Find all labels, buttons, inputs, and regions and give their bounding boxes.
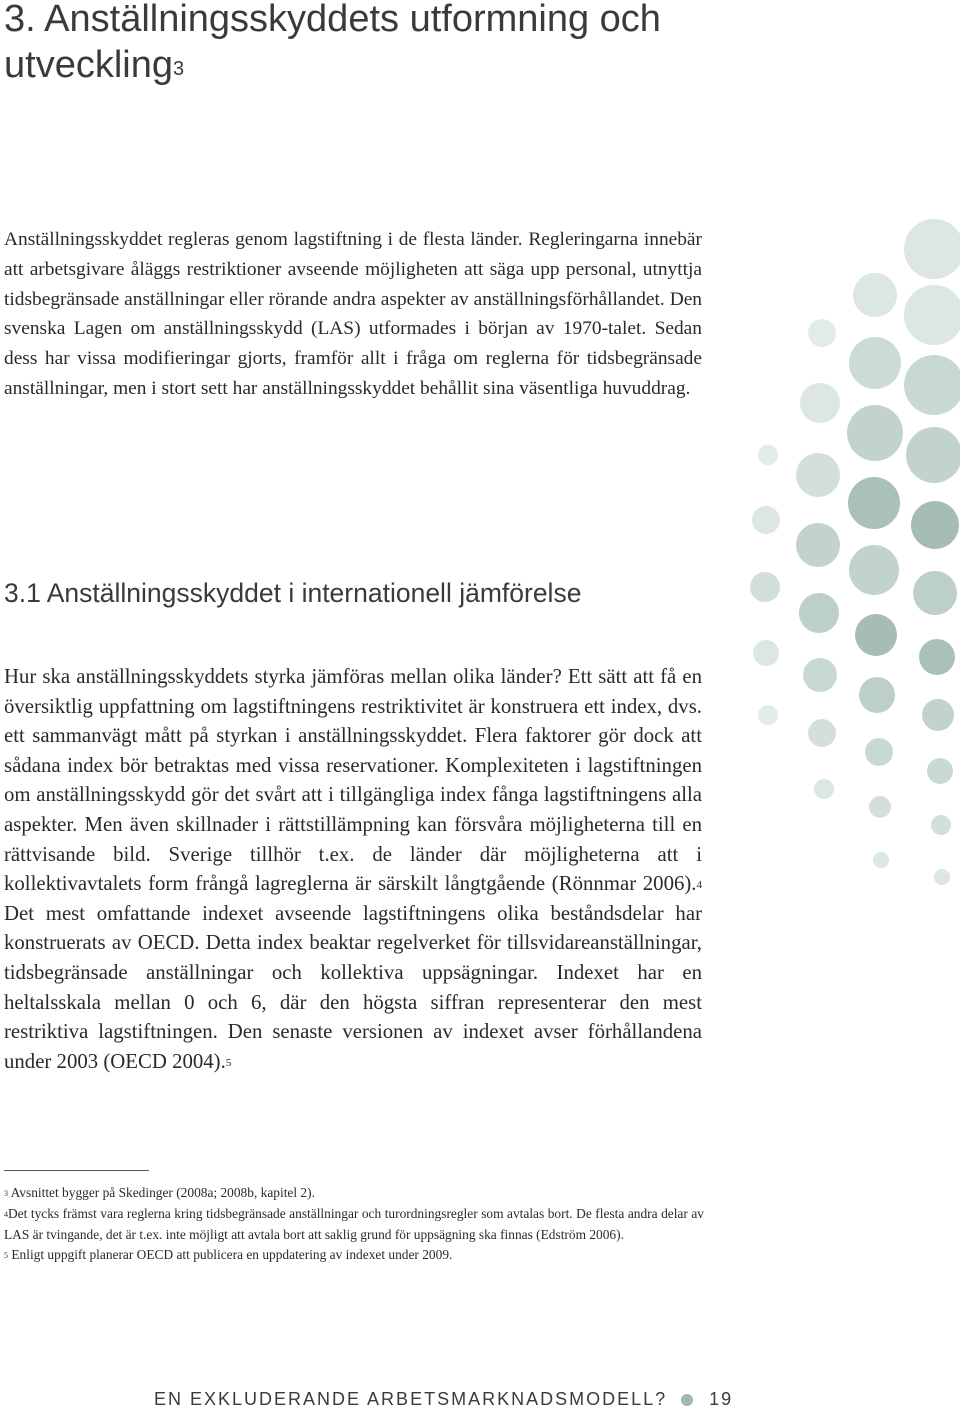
decorative-dot-icon (927, 758, 953, 784)
section-paragraph (4, 662, 702, 1076)
decorative-dot-pattern (730, 215, 960, 1115)
decorative-dot-icon (869, 796, 891, 818)
decorative-dot-icon (753, 640, 779, 666)
decorative-dot-icon (796, 453, 840, 497)
decorative-dot-icon (913, 571, 957, 615)
page-number: 19 (709, 1389, 734, 1409)
section-heading: 3.1 Anställningsskyddet i internationell jämförelse (4, 578, 582, 608)
decorative-dot-icon (750, 572, 780, 602)
decorative-dot-icon (873, 852, 889, 868)
dot-column-2 (847, 273, 903, 868)
running-title: EN EXKLUDERANDE ARBETSMARKNADSMODELL? (154, 1389, 668, 1409)
decorative-dot-icon (904, 285, 960, 345)
section-paragraph-part1: Hur ska anställningsskyddets styrka jämföras mellan olika länder? Ett sätt att få en översiktlig uppfattning om lagstiftningens restriktivitet är konstruera ett index, dvs. ett sammanvägt mått på styrkan i anställningsskyddet. Flera faktorer gör dock att sådana index bör betraktas med vissa reservationer. Komplexiteten i lagstiftningen om anställningsskydd gör det svårt att i tillgängliga index fånga lagstiftningens alla aspekter. Men även skillnader i rättstillämpning kan försvåra möjligheterna till en rättvisande bild. Sverige tillhör t.ex. de länder där möjligheterna att i kollektivavtalets form frångå lagreglerna är särskilt långtgående (Rönnmar 2006). (4, 665, 702, 896)
footnote-number: 3 (4, 1189, 8, 1198)
decorative-dot-icon (904, 355, 960, 415)
decorative-dot-icon (808, 719, 836, 747)
footnote-text: Enligt uppgift planerar OECD att publicera en uppdatering av indexet under 2009. (8, 1247, 453, 1263)
section-paragraph-part2: Det mest omfattande indexet avseende lagstiftningens olika beståndsdelar har konstruerats av OECD. Detta index beaktar regelverket för tillsvidareanställningar, tidsbegränsade anställningar och kollektiva uppsägningar. Indexet har en heltalsskala mellan 0 och 6, där den högsta siffran representerar den mest restriktiva lagstiftningen. Den senaste versionen av indexet avser förhållandena under 2003 (OECD 2004). (4, 901, 702, 1073)
decorative-dot-icon (855, 614, 897, 656)
footer-dot-icon (681, 1394, 693, 1406)
decorative-dot-icon (808, 319, 836, 347)
footnotes (4, 1183, 704, 1266)
footnote-5 (4, 1245, 704, 1266)
footnote-ref-4: 4 (696, 879, 702, 892)
decorative-dot-icon (849, 545, 899, 595)
decorative-dot-icon (758, 705, 778, 725)
decorative-dot-icon (904, 219, 960, 279)
dot-column-1 (904, 219, 960, 885)
decorative-dot-icon (859, 677, 895, 713)
intro-paragraph: Anställningsskyddet regleras genom lagstiftning i de flesta länder. Regleringarna innebär att arbetsgivare åläggs restriktioner avseende möjligheten att säga upp personal, utnyttja tidsbegränsade anställningar eller rörande andra aspekter av anställningsförhållandet. Den svenska Lagen om anställningsskydd (LAS) utformades i början av 1970-talet. Sedan dess har vissa modifieringar gjorts, framför allt i fråga om reglerna för tidsbegränsade anställningar, men i stort sett har anställningsskyddet behållit sina väsentliga huvuddrag. (4, 229, 702, 399)
footnote-text: Det tycks främst vara reglerna kring tidsbegränsade anställningar och turordningsregler som avtalas bort. De flesta andra delar av LAS är tvingande, det är t.ex. inte möjligt att avtala bort att saklig grund för uppsägning ska finnas (Edström 2006). (4, 1205, 704, 1242)
footnote-number: 5 (4, 1251, 8, 1261)
chapter-footnote-ref: 3 (172, 58, 185, 80)
decorative-dot-icon (758, 445, 778, 465)
decorative-dot-icon (796, 523, 840, 567)
decorative-dot-icon (919, 639, 955, 675)
decorative-dot-icon (800, 383, 840, 423)
chapter-title (4, 0, 724, 88)
decorative-dot-icon (752, 506, 780, 534)
decorative-dot-icon (848, 477, 900, 529)
footnote-divider (4, 1170, 149, 1171)
decorative-dot-icon (849, 337, 901, 389)
dot-column-4 (750, 445, 780, 725)
decorative-dot-icon (799, 593, 839, 633)
footnote-3 (4, 1183, 704, 1204)
decorative-dot-icon (847, 405, 903, 461)
footnote-number: 4 (4, 1209, 8, 1219)
page-footer (154, 1388, 733, 1410)
decorative-dot-icon (853, 273, 897, 317)
decorative-dot-icon (865, 738, 893, 766)
decorative-dot-icon (934, 869, 950, 885)
decorative-dot-icon (906, 427, 960, 483)
decorative-dot-icon (922, 699, 954, 731)
footnote-ref-5: 5 (225, 1056, 232, 1069)
decorative-dot-icon (814, 779, 834, 799)
dot-column-3 (796, 319, 840, 799)
chapter-title-text: 3. Anställningsskyddets utformning och utveckling (4, 0, 661, 86)
footnote-4 (4, 1204, 704, 1246)
decorative-dot-icon (803, 658, 837, 692)
decorative-dot-icon (931, 815, 951, 835)
decorative-dot-icon (911, 501, 959, 549)
footnote-text: Avsnittet bygger på Skedinger (2008a; 2008b, kapitel 2). (8, 1185, 315, 1200)
